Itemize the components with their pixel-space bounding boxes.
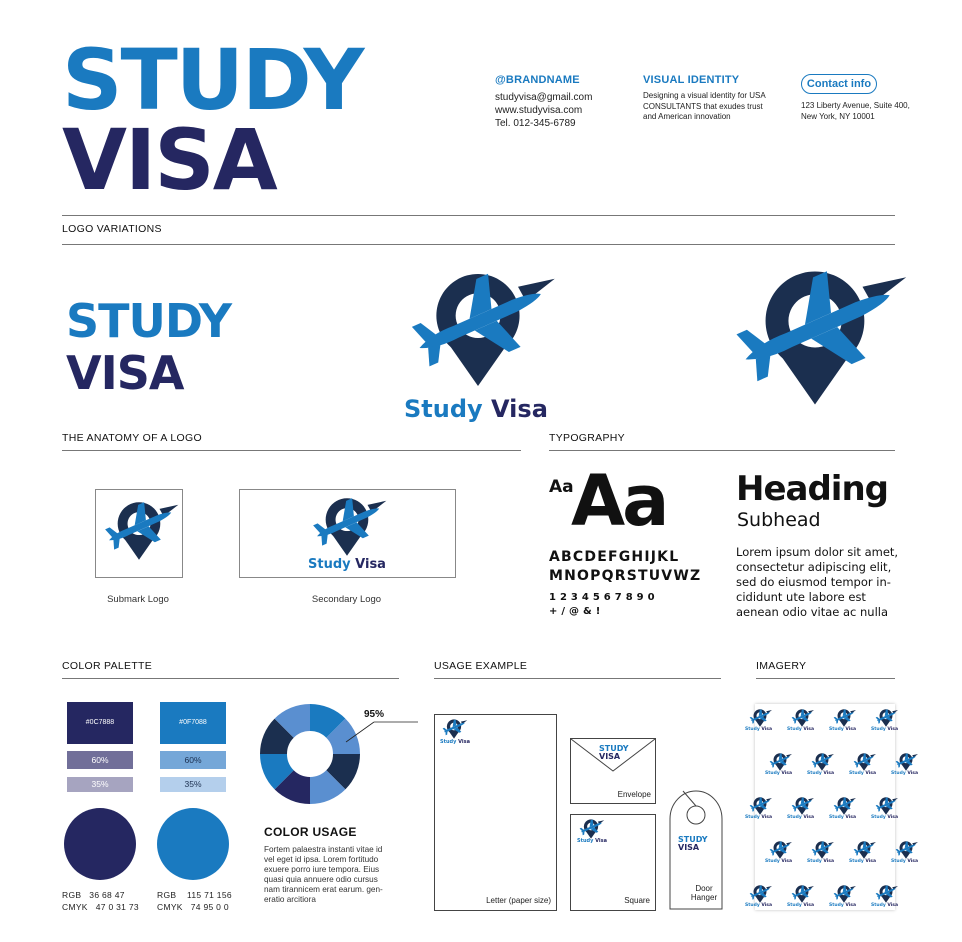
pattern-logo: [847, 840, 881, 870]
pattern-logo-icon: [851, 752, 877, 772]
logo-text-study: Study: [308, 557, 351, 572]
pattern-logo-text: Study Visa: [765, 771, 793, 776]
pattern-logo-text: Study Visa: [787, 727, 815, 732]
logo-text-study: Study: [440, 739, 457, 745]
pattern-logo-text: Study Visa: [871, 815, 899, 820]
logo-text-visa: Visa: [491, 395, 548, 423]
logo-text-study: Study: [404, 395, 483, 423]
visual-identity-text: Designing a visual identity for USA CONSULTANTS that exudes trust and American innovation: [643, 91, 766, 121]
pattern-logo: [743, 884, 777, 914]
pattern-logo: [785, 708, 819, 738]
contact-info-button[interactable]: Contact info: [801, 74, 877, 94]
square-mockup: [570, 814, 656, 911]
pattern-logo: [869, 884, 903, 914]
letter-logo-text: [440, 739, 470, 745]
typeface-sample-small: Aa: [549, 477, 574, 497]
color-usage-title: COLOR USAGE: [264, 825, 357, 839]
divider: [756, 678, 895, 679]
logo-variation-wordmark-study: STUDY: [66, 294, 232, 348]
swatch-secondary-60: 60%: [160, 751, 226, 769]
pattern-logo-icon: [873, 884, 899, 904]
section-color-palette: COLOR PALETTE: [62, 660, 153, 672]
envelope-logo-visa: VISA: [599, 752, 621, 761]
divider: [434, 678, 721, 679]
imagery-pattern: [745, 704, 919, 910]
pattern-logo-text: Study Visa: [829, 727, 857, 732]
rgb-primary: RGB 36 68 47: [62, 890, 125, 900]
pattern-logo-text: Study Visa: [849, 771, 877, 776]
pattern-logo-text: Study Visa: [765, 859, 793, 864]
pattern-logo-text: Study Visa: [745, 815, 773, 820]
logo-variation-wordmark-visa: VISA: [66, 346, 184, 400]
divider: [62, 244, 895, 245]
pattern-logo-icon: [893, 752, 919, 772]
logo-text-visa: Visa: [458, 739, 470, 745]
body-sample: Lorem ipsum dolor sit amet, consectetur adipiscing elit, sed do eiusmod tempor in- cididunt ute labore est aenean odio vitae ac nulla: [736, 545, 899, 619]
square-logo-icon: [577, 818, 605, 840]
pattern-logo-text: Study Visa: [787, 815, 815, 820]
pattern-logo-text: Study Visa: [807, 771, 835, 776]
pattern-logo-icon: [893, 840, 919, 860]
pattern-logo-icon: [789, 796, 815, 816]
letter-logo-icon: [440, 718, 468, 740]
pattern-logo-text: Study Visa: [891, 771, 919, 776]
color-circle-primary: [64, 808, 136, 880]
cmyk-primary: CMYK 47 0 31 73: [62, 902, 139, 912]
door-hanger-logo-study: STUDY: [678, 835, 708, 844]
submark-logo-icon: [98, 498, 180, 564]
pattern-logo-text: Study Visa: [745, 727, 773, 732]
swatch-primary-35: 35%: [67, 777, 133, 792]
pattern-logo-icon: [851, 840, 877, 860]
alphabet-row-2: MNOPQRSTUVWZ: [549, 568, 702, 584]
pattern-logo: [785, 884, 819, 914]
primary-logo-text: [404, 395, 548, 423]
pattern-logo: [763, 840, 797, 870]
primary-logo-icon: [398, 266, 558, 394]
contact-address: 123 Liberty Avenue, Suite 400, New York, NY 10001: [801, 101, 910, 121]
swatch-secondary-35: 35%: [160, 777, 226, 792]
logo-text-visa: Visa: [595, 838, 607, 844]
pattern-logo: [869, 796, 903, 826]
submark-logo-box: [95, 489, 183, 578]
envelope-logo-study: STUDY: [599, 744, 629, 753]
square-logo-text: [577, 838, 607, 844]
pattern-logo: [889, 840, 923, 870]
pattern-logo-icon: [747, 796, 773, 816]
pattern-logo: [827, 708, 861, 738]
section-logo-variations: LOGO VARIATIONS: [62, 223, 162, 235]
secondary-caption: Secondary Logo: [311, 594, 382, 605]
door-hanger-logo-text: [678, 836, 708, 852]
brand-wordmark-visa: VISA: [62, 111, 276, 209]
pattern-logo-icon: [767, 840, 793, 860]
alphabet-row-1: ABCDEFGHIJKL: [549, 549, 680, 565]
pattern-logo-icon: [747, 708, 773, 728]
submark-caption: Submark Logo: [107, 594, 169, 605]
logo-text-visa: Visa: [355, 557, 386, 572]
section-imagery: IMAGERY: [756, 660, 807, 672]
pattern-logo: [869, 708, 903, 738]
section-typography: TYPOGRAPHY: [549, 432, 625, 444]
donut-percent-label: 95%: [364, 709, 385, 720]
visual-identity-title: VISUAL IDENTITY: [643, 74, 740, 86]
section-anatomy: THE ANATOMY OF A LOGO: [62, 432, 202, 444]
pattern-logo-text: Study Visa: [871, 903, 899, 908]
envelope-logo-text: [599, 745, 629, 761]
pattern-logo-text: Study Visa: [807, 859, 835, 864]
pattern-logo-icon: [809, 840, 835, 860]
divider: [549, 450, 895, 451]
logo-text-study: Study: [577, 838, 594, 844]
divider: [62, 678, 399, 679]
swatch-primary: #0C7888: [67, 702, 133, 744]
subhead-sample: Subhead: [737, 509, 821, 531]
pattern-logo: [743, 796, 777, 826]
pattern-logo-icon: [873, 796, 899, 816]
pattern-logo-icon: [831, 708, 857, 728]
brandname-title: @BRANDNAME: [495, 74, 580, 86]
pattern-logo-icon: [809, 752, 835, 772]
color-usage-text: Fortem palaestra instanti vitae id vel eget id ipsa. Lorem fortitudo exuere porro iure tempora. Eius quasi quia annuere odio cursus nam tirannicem erat earum. gen- eratio arcitiora: [264, 845, 383, 904]
secondary-logo-icon: [306, 494, 388, 560]
envelope-label: Envelope: [617, 790, 651, 799]
pattern-logo: [763, 752, 797, 782]
pattern-logo-icon: [789, 708, 815, 728]
door-hanger-logo-visa: VISA: [678, 843, 700, 852]
rgb-secondary: RGB 115 71 156: [157, 890, 232, 900]
symbols-row: +/@&!: [549, 606, 605, 617]
envelope-mockup: [570, 738, 656, 804]
pattern-logo-icon: [747, 884, 773, 904]
brand-wordmark-study: STUDY: [62, 31, 363, 129]
pattern-logo: [805, 752, 839, 782]
pattern-logo-icon: [831, 796, 857, 816]
letter-mockup: [434, 714, 557, 911]
pattern-logo-text: Study Visa: [891, 859, 919, 864]
pattern-logo: [847, 752, 881, 782]
typeface-sample-large: Aa: [571, 460, 667, 542]
pattern-logo: [889, 752, 923, 782]
pattern-logo-icon: [767, 752, 793, 772]
door-hanger-label: Door Hanger: [690, 884, 718, 902]
pattern-logo-icon: [873, 708, 899, 728]
pattern-logo-icon: [831, 884, 857, 904]
pattern-logo-text: Study Visa: [745, 903, 773, 908]
color-circle-secondary: [157, 808, 229, 880]
pattern-logo-text: Study Visa: [829, 903, 857, 908]
pattern-logo-text: Study Visa: [849, 859, 877, 864]
pattern-logo: [743, 708, 777, 738]
secondary-logo-box: [239, 489, 456, 578]
divider: [62, 450, 521, 451]
pattern-logo: [805, 840, 839, 870]
cmyk-secondary: CMYK 74 95 0 0: [157, 902, 229, 912]
section-usage-example: USAGE EXAMPLE: [434, 660, 528, 672]
icon-logo-icon: [720, 262, 910, 414]
pattern-logo-text: Study Visa: [829, 815, 857, 820]
pattern-logo-text: Study Visa: [787, 903, 815, 908]
pattern-logo-text: Study Visa: [871, 727, 899, 732]
swatch-secondary: #0F7088: [160, 702, 226, 744]
pattern-logo: [785, 796, 819, 826]
square-label: Square: [624, 896, 650, 905]
pattern-logo-icon: [789, 884, 815, 904]
heading-sample: Heading: [736, 469, 888, 509]
divider: [62, 215, 895, 216]
secondary-logo-text: [308, 557, 386, 572]
pattern-logo: [827, 796, 861, 826]
swatch-primary-60: 60%: [67, 751, 133, 769]
numerals-row: 1234567890: [549, 592, 659, 603]
brandname-contact-text: studyvisa@gmail.com www.studyvisa.com Tel. 012-345-6789: [495, 92, 593, 129]
letter-label: Letter (paper size): [486, 896, 551, 905]
pattern-logo: [827, 884, 861, 914]
